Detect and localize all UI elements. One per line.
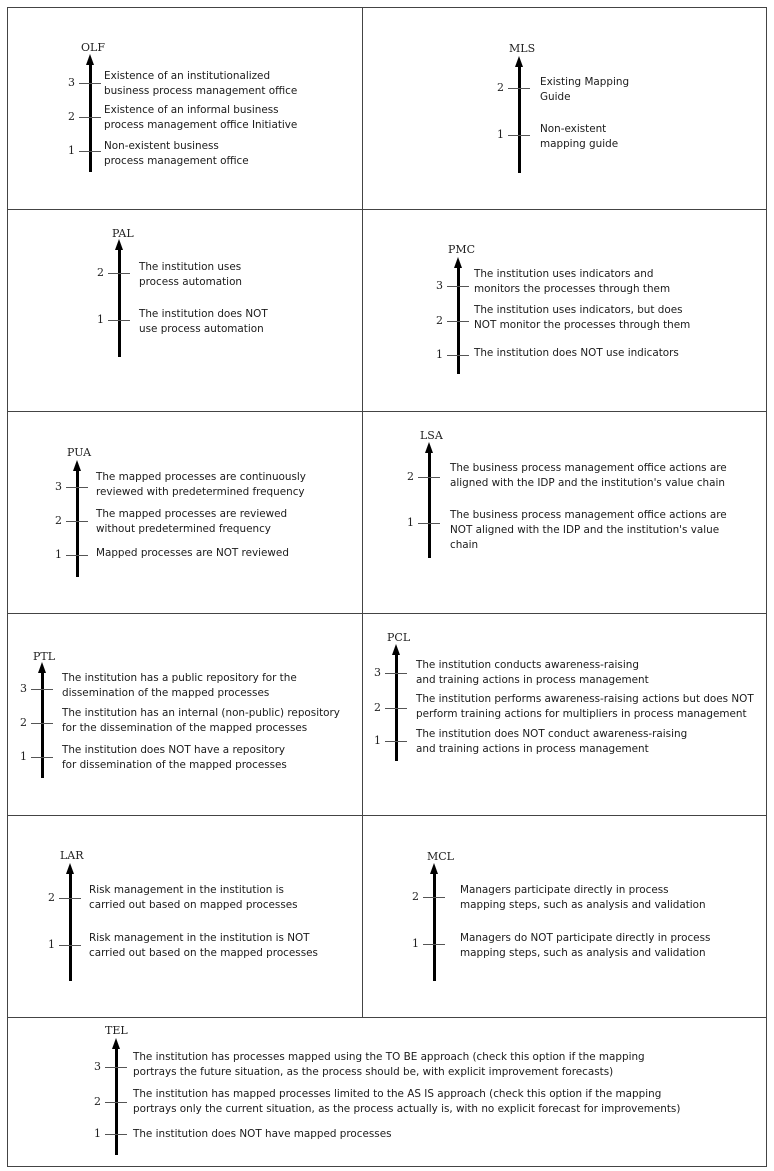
level-tick [385, 673, 407, 674]
level-number: 3 [68, 76, 75, 89]
level-description-line: mapping steps, such as analysis and validation [460, 947, 706, 959]
level-description-line: process automation [139, 276, 243, 288]
level-description-line: Existence of an institutionalized [104, 70, 271, 82]
level-description-line: The institution conducts awareness-raising [416, 659, 639, 671]
level-description [474, 267, 670, 297]
scale-code: OLF [81, 41, 105, 54]
level-description-line: The institution does NOT have a repository [62, 744, 286, 756]
level-tick [385, 708, 407, 709]
level-tick [508, 88, 530, 89]
level-description-line: business process management office [104, 85, 298, 97]
level-description [96, 546, 289, 561]
level-description-line: aligned with the IDP and the institution's value chain [450, 477, 725, 489]
level-description-line: The institution does NOT [139, 308, 268, 320]
level-description [416, 658, 649, 688]
level-tick [66, 487, 88, 488]
level-description [104, 69, 297, 99]
scale-axis [457, 266, 460, 374]
level-description [133, 1087, 680, 1117]
level-number: 2 [374, 701, 381, 714]
level-description-line: use process automation [139, 323, 264, 335]
arrow-up-icon [66, 863, 74, 874]
level-number: 3 [374, 666, 381, 679]
level-tick [447, 286, 469, 287]
level-tick [105, 1134, 127, 1135]
level-description-line: The institution does NOT use indicators [474, 347, 679, 359]
level-description [133, 1050, 645, 1080]
level-description-line: NOT aligned with the IDP and the institution's value [450, 524, 720, 536]
level-description [450, 461, 727, 491]
level-description-line: and training actions in process management [416, 674, 649, 686]
level-description-line: without predetermined frequency [96, 523, 271, 535]
level-description-line: Risk management in the institution is NOT [89, 932, 310, 944]
level-description [474, 346, 679, 361]
level-description-line: The institution performs awareness-raising actions but does NOT [416, 693, 754, 705]
scale-axis [115, 1047, 118, 1155]
scale-axis [118, 248, 121, 357]
level-description-line: Guide [540, 91, 571, 103]
level-description [133, 1127, 392, 1142]
level-tick [31, 723, 53, 724]
level-number: 3 [94, 1060, 101, 1073]
level-description [62, 671, 297, 701]
level-description-line: chain [450, 539, 479, 551]
level-description-line: The business process management office actions are [450, 509, 727, 521]
level-description-line: The institution has mapped processes limited to the AS IS approach (check this option if the mapping [133, 1088, 662, 1100]
level-description-line: Non-existent business [104, 140, 219, 152]
scale-code: PMC [448, 243, 476, 256]
arrow-up-icon [73, 460, 81, 471]
scale-code: MCL [427, 850, 454, 863]
level-description-line: Managers do NOT participate directly in process [460, 932, 711, 944]
level-description [89, 883, 298, 913]
scale-cell-lar [7, 815, 363, 1018]
level-description-line: The institution has a public repository for the [62, 672, 297, 684]
level-tick [59, 898, 81, 899]
level-number: 1 [68, 144, 75, 157]
level-description [104, 103, 297, 133]
level-description-line: Non-existent [540, 123, 607, 135]
level-tick [105, 1102, 127, 1103]
level-description-line: portrays the future situation, as the process should be, with explicit improvement forecasts) [133, 1066, 614, 1078]
level-tick [31, 757, 53, 758]
level-number: 1 [407, 516, 414, 529]
level-number: 3 [436, 279, 443, 292]
level-description-line: The mapped processes are reviewed [96, 508, 288, 520]
level-description-line: process management office [104, 155, 249, 167]
level-description-line: The mapped processes are continuously [96, 471, 306, 483]
level-description [474, 303, 690, 333]
arrow-up-icon [425, 442, 433, 453]
level-description [416, 692, 754, 722]
level-description-line: dissemination of the mapped processes [62, 687, 270, 699]
level-number: 2 [20, 716, 27, 729]
scale-code: PCL [387, 631, 411, 644]
level-number: 1 [20, 750, 27, 763]
arrow-up-icon [454, 257, 462, 268]
level-description [96, 470, 306, 500]
level-tick [108, 320, 130, 321]
level-description [540, 122, 618, 152]
arrow-up-icon [430, 863, 438, 874]
level-description-line: carried out based on the mapped processes [89, 947, 318, 959]
arrow-up-icon [392, 644, 400, 655]
scale-code: PTL [33, 650, 56, 663]
arrow-up-icon [112, 1038, 120, 1049]
level-number: 2 [48, 891, 55, 904]
scale-axis [395, 653, 398, 761]
level-description [460, 883, 706, 913]
level-tick [423, 897, 445, 898]
level-number: 1 [412, 937, 419, 950]
level-description [96, 507, 287, 537]
scale-cell-mcl [362, 815, 767, 1018]
level-description-line: and training actions in process management [416, 743, 649, 755]
level-number: 2 [55, 514, 62, 527]
level-tick [66, 521, 88, 522]
level-description [62, 706, 340, 736]
level-description-line: monitors the processes through them [474, 283, 671, 295]
level-tick [105, 1067, 127, 1068]
level-description-line: The business process management office actions are [450, 462, 727, 474]
level-description-line: NOT monitor the processes through them [474, 319, 691, 331]
level-tick [108, 273, 130, 274]
level-tick [418, 477, 440, 478]
level-description-line: process management office Initiative [104, 119, 298, 131]
level-description-line: for the dissemination of the mapped processes [62, 722, 308, 734]
scale-axis [41, 671, 44, 778]
level-tick [79, 117, 101, 118]
level-tick [59, 945, 81, 946]
scale-code: PUA [67, 446, 92, 459]
level-tick [31, 689, 53, 690]
level-number: 3 [20, 682, 27, 695]
arrow-up-icon [86, 54, 94, 65]
level-tick [66, 555, 88, 556]
level-tick [418, 523, 440, 524]
level-number: 2 [436, 314, 443, 327]
arrow-up-icon [115, 239, 123, 250]
level-number: 2 [97, 266, 104, 279]
level-description-line: The institution does NOT have mapped processes [133, 1128, 392, 1140]
level-description-line: Existence of an informal business [104, 104, 279, 116]
level-number: 1 [55, 548, 62, 561]
scale-code: TEL [105, 1024, 128, 1037]
level-number: 1 [94, 1127, 101, 1140]
level-description [139, 307, 268, 337]
scale-axis [433, 872, 436, 981]
level-description-line: reviewed with predetermined frequency [96, 486, 305, 498]
level-description [416, 727, 687, 757]
arrow-up-icon [515, 56, 523, 67]
level-tick [447, 321, 469, 322]
level-description-line: carried out based on mapped processes [89, 899, 298, 911]
level-tick [508, 135, 530, 136]
level-tick [423, 944, 445, 945]
level-tick [447, 355, 469, 356]
level-number: 2 [412, 890, 419, 903]
scale-code: LAR [60, 849, 84, 862]
level-description [62, 743, 287, 773]
level-description [139, 260, 242, 290]
level-description-line: mapping guide [540, 138, 619, 150]
level-description [450, 508, 727, 553]
level-description-line: Risk management in the institution is [89, 884, 284, 896]
level-description [540, 75, 629, 105]
level-description-line: The institution uses indicators, but does [474, 304, 683, 316]
level-tick [79, 83, 101, 84]
level-description-line: mapping steps, such as analysis and validation [460, 899, 706, 911]
level-description-line: Existing Mapping [540, 76, 630, 88]
level-tick [385, 741, 407, 742]
level-description [460, 931, 710, 961]
scale-code: PAL [112, 227, 134, 240]
level-number: 2 [407, 470, 414, 483]
level-number: 3 [55, 480, 62, 493]
level-description-line: Mapped processes are NOT reviewed [96, 547, 289, 559]
scale-axis [428, 451, 431, 558]
level-description-line: Managers participate directly in process [460, 884, 669, 896]
level-number: 1 [97, 313, 104, 326]
scale-code: MLS [509, 42, 536, 55]
scale-axis [69, 872, 72, 981]
level-description-line: The institution has an internal (non-public) repository [62, 707, 340, 719]
scale-axis [76, 469, 79, 577]
scale-axis [518, 65, 521, 173]
level-number: 2 [497, 81, 504, 94]
level-number: 1 [436, 348, 443, 361]
level-description [104, 139, 249, 169]
level-number: 1 [48, 938, 55, 951]
level-description-line: The institution has processes mapped using the TO BE approach (check this option if the mapping [133, 1051, 645, 1063]
level-tick [79, 151, 101, 152]
level-number: 2 [94, 1095, 101, 1108]
level-description-line: The institution does NOT conduct awareness-raising [416, 728, 688, 740]
level-number: 2 [68, 110, 75, 123]
level-description-line: The institution uses [139, 261, 242, 273]
level-description-line: perform training actions for multipliers in process management [416, 708, 747, 720]
arrow-up-icon [38, 662, 46, 673]
level-description-line: for dissemination of the mapped processes [62, 759, 287, 771]
level-description-line: The institution uses indicators and [474, 268, 654, 280]
scale-code: LSA [420, 429, 443, 442]
scale-cell-mls [362, 7, 767, 210]
level-number: 1 [374, 734, 381, 747]
level-description [89, 931, 318, 961]
level-description-line: portrays only the current situation, as the process actually is, with no explicit forecast for improvements) [133, 1103, 681, 1115]
level-number: 1 [497, 128, 504, 141]
